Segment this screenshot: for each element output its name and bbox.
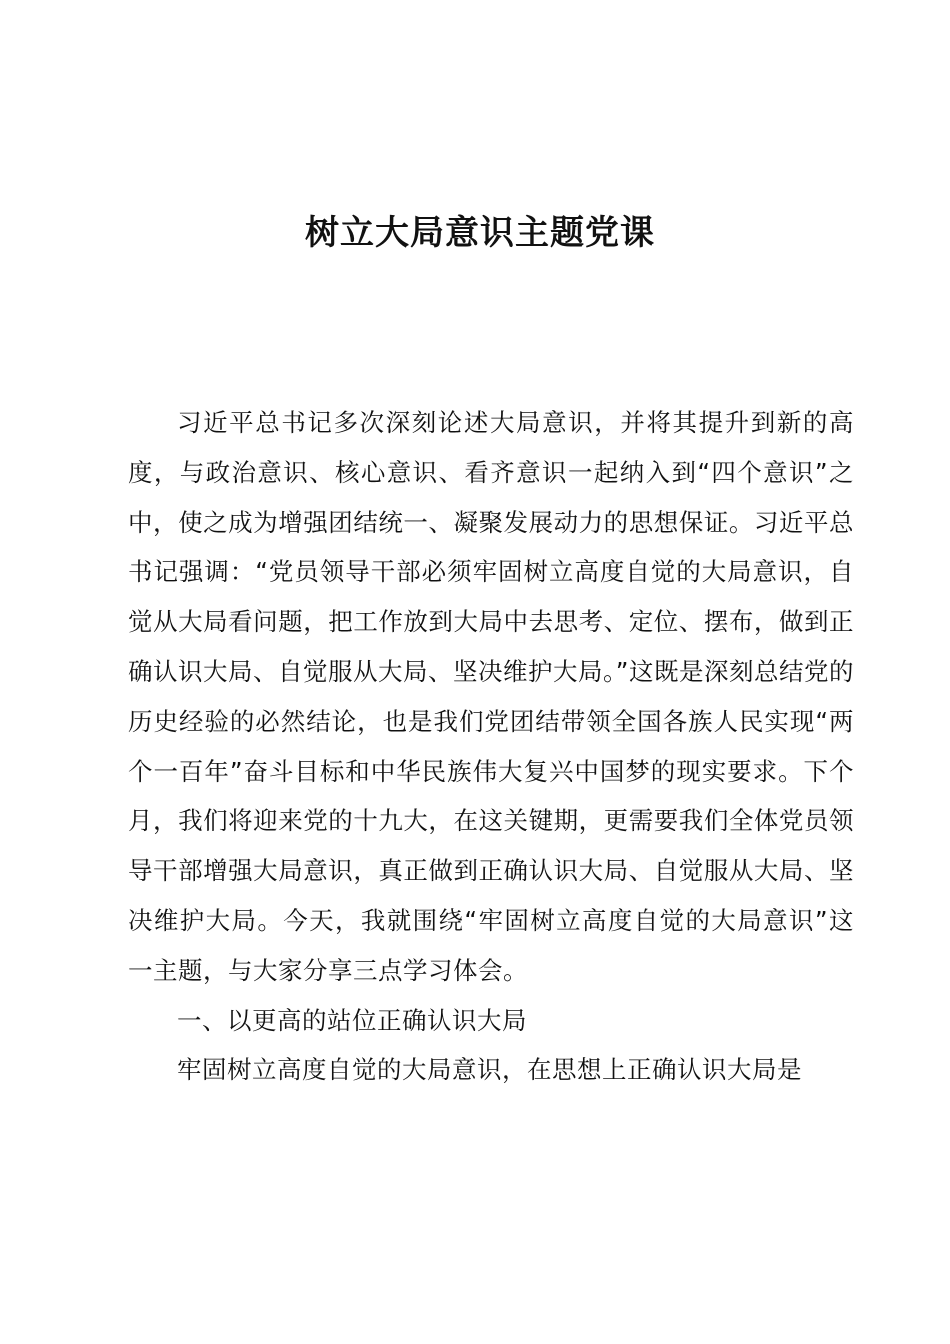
paragraph-section-1: 牢固树立高度自觉的大局意识，在思想上正确认识大局是 <box>177 1055 802 1085</box>
document-body <box>128 398 854 1095</box>
section-heading-1: 一、以更高的站位正确认识大局 <box>177 1005 527 1035</box>
document-title: 树立大局意识主题党课 <box>305 213 655 253</box>
paragraph-intro: 习近平总书记多次深刻论述大局意识，并将其提升到新的高度，与政治意识、核心意识、看齐意识一起纳入到“四个意识”之中，使之成为增强团结统一、凝聚发展动力的思想保证。习近平总书记强调：“党员领导干部必须牢固树立高度自觉的大局意识，自觉从大局看问题，把工作放到大局中去思考、定位、摆布，做到正确认识大局、自觉服从大局、坚决维护大局。”这既是深刻总结党的历史经验的必然结论，也是我们党团结带领全国各族人民实现“两个一百年”奋斗目标和中华民族伟大复兴中国梦的现实要求。下个月，我们将迎来党的十九大，在这关键期，更需要我们全体党员领导干部增强大局意识，真正做到正确认识大局、自觉服从大局、坚决维护大局。今天，我就围绕“牢固树立高度自觉的大局意识”这一主题，与大家分享三点学习体会。 <box>128 408 854 985</box>
